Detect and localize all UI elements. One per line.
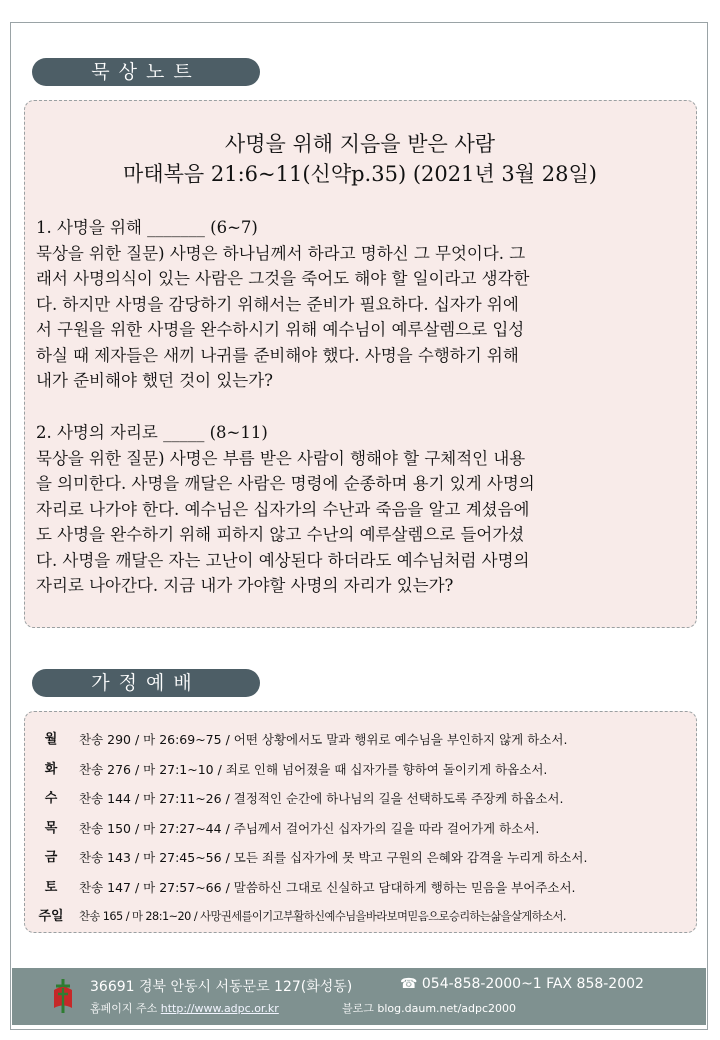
part-1-line: 래서 사명의식이 있는 사람은 그것을 죽어도 해야 할 일이라고 생각한 bbox=[36, 269, 530, 288]
part-2-line: 자리로 나가야 한다. 예수님은 십자가의 수난과 죽음을 알고 계셨음에 bbox=[36, 499, 530, 519]
worship-row bbox=[30, 784, 695, 814]
part-2-line: 자리로 나아간다. 지금 내가 가야할 사명의 자리가 있는가? bbox=[36, 576, 454, 595]
note-part-1 bbox=[36, 215, 686, 394]
worship-row bbox=[30, 725, 695, 755]
church-logo-icon bbox=[50, 978, 76, 1014]
homepage-line bbox=[90, 1000, 279, 1016]
worship-day: 화 bbox=[44, 761, 58, 777]
note-scripture: 마태복음 21:6~11(신약p.35) (2021년 3월 28일) bbox=[123, 162, 597, 186]
church-phone: ☎ 054-858-2000~1 FAX 858-2002 bbox=[400, 976, 644, 992]
worship-text: 찬송 147 / 마 27:57~66 / 말씀하신 그대로 신실하고 담대하게 행하는 믿음을 부어주소서. bbox=[79, 879, 576, 895]
part-2-line: 묵상을 위한 질문) 사명은 부름 받은 사람이 행해야 할 구체적인 내용 bbox=[36, 448, 526, 468]
worship-day: 목 bbox=[44, 820, 58, 836]
worship-text: 찬송 290 / 마 26:69~75 / 어떤 상황에서도 말과 행위로 예수님을 부인하지 않게 하소서. bbox=[79, 732, 568, 747]
part-1-heading: 1. 사명을 위해 _______ (6~7) bbox=[36, 218, 258, 237]
part-1-line: 서 구원을 위한 사명을 완수하시기 위해 예수님이 예루살렘으로 입성 bbox=[36, 320, 525, 339]
worship-text: 찬송 143 / 마 27:45~56 / 모든 죄를 십자가에 못 박고 구원의 은혜와 감격을 누리게 하소서. bbox=[79, 850, 588, 865]
part-1-line: 내가 준비해야 했던 것이 있는가? bbox=[36, 371, 274, 390]
worship-day: 금 bbox=[44, 850, 58, 865]
note-part-2 bbox=[36, 420, 686, 599]
note-title: 사명을 위해 지음을 받은 사람 bbox=[224, 132, 496, 156]
worship-section-label: 가정예배 bbox=[32, 669, 260, 697]
worship-row bbox=[30, 843, 695, 873]
worship-text: 찬송 276 / 마 27:1~10 / 죄로 인해 넘어졌을 때 십자가를 향하여 돌이키게 하옵소서. bbox=[79, 761, 548, 777]
homepage-link[interactable]: http://www.adpc.or.kr bbox=[160, 1002, 279, 1015]
worship-text: 찬송 150 / 마 27:27~44 / 주님께서 걸어가신 십자가의 길을 따라 걸어가게 하소서. bbox=[79, 820, 540, 836]
footer bbox=[12, 968, 706, 1025]
worship-text: 찬송 144 / 마 27:11~26 / 결정적인 순간에 하나님의 길을 선택하도록 주장케 하옵소서. bbox=[79, 791, 564, 806]
church-address: 36691 경북 안동시 서동문로 127(화성동) bbox=[90, 979, 353, 995]
worship-row bbox=[30, 755, 695, 785]
worship-row bbox=[30, 873, 695, 903]
part-1-line: 다. 하지만 사명을 감당하기 위해서는 준비가 필요하다. 십자가 위에 bbox=[36, 294, 519, 314]
blog-address: 블로그 blog.daum.net/adpc2000 bbox=[342, 1002, 517, 1015]
meditation-section-label: 묵상노트 bbox=[32, 58, 260, 86]
worship-row bbox=[30, 814, 695, 844]
part-2-line: 을 의미한다. 사명을 깨달은 사람은 명령에 순종하며 용기 있게 사명의 bbox=[36, 474, 535, 493]
part-2-line: 도 사명을 완수하기 위해 피하지 않고 수난의 예루살렘으로 들어가셨 bbox=[36, 525, 525, 544]
part-2-line: 다. 사명을 깨달은 자는 고난이 예상된다 하더라도 예수님처럼 사명의 bbox=[36, 550, 530, 570]
part-1-line: 묵상을 위한 질문) 사명은 하나님께서 하라고 명하신 그 무엇이다. 그 bbox=[36, 243, 526, 263]
worship-day: 수 bbox=[44, 791, 58, 806]
worship-text: 찬송 165 / 마 28:1~20 / 사망권세를이기고부활하신예수님을바라보며믿음으로승리하는삶을살게하소서. bbox=[79, 910, 566, 923]
worship-schedule bbox=[30, 725, 695, 932]
worship-row bbox=[30, 902, 695, 932]
worship-day: 월 bbox=[44, 732, 58, 747]
worship-day: 토 bbox=[44, 879, 58, 895]
worship-day: 주일 bbox=[38, 909, 64, 924]
part-1-line: 하실 때 제자들은 새끼 나귀를 준비해야 했다. 사명을 수행하기 위해 bbox=[36, 345, 519, 365]
part-2-heading: 2. 사명의 자리로 _____ (8~11) bbox=[36, 423, 268, 442]
homepage-label: 홈페이지 주소 bbox=[90, 1002, 158, 1015]
